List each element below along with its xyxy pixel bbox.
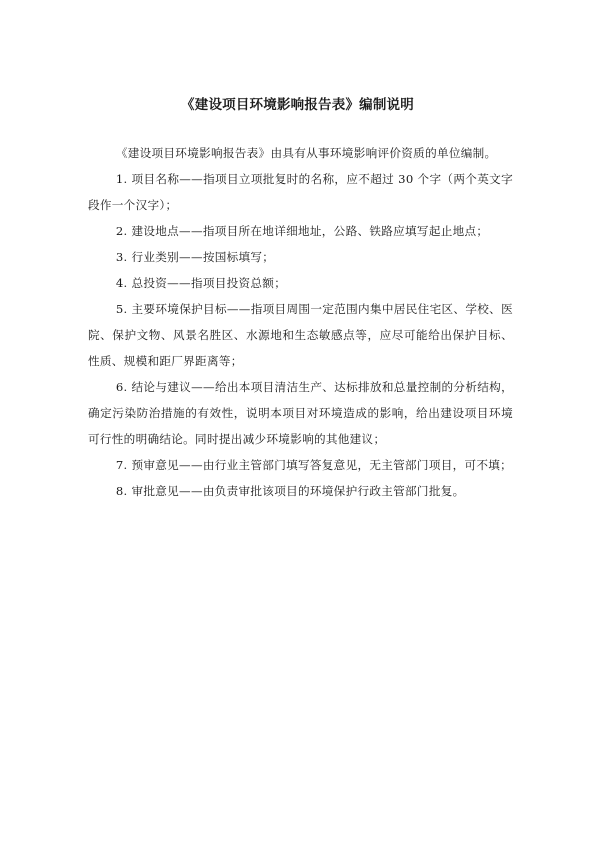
item-4-total-investment: 4. 总投资——指项目投资总额；: [115, 276, 287, 290]
page-title: 《建设项目环境影响报告表》编制说明: [181, 97, 414, 113]
item-6-conclusions: 6. 结论与建议——给出本项目清洁生产、达标排放和总量控制的分析结构，确定污染防治措施的有效性，说明本项目对环境造成的影响，给出建设项目环境可行性的明确结论。同时提出减少环境影响的其他建议；: [88, 380, 513, 446]
intro-paragraph: 《建设项目环境影响报告表》由具有从事环境影响评价资质的单位编制。: [115, 146, 497, 160]
document-body: [88, 140, 513, 504]
item-3-industry-category: 3. 行业类别——按国标填写；: [115, 250, 275, 264]
item-8-approval: 8. 审批意见——由负责审批该项目的环境保护行政主管部门批复。: [115, 484, 465, 498]
item-5-protection-targets: 5. 主要环境保护目标——指项目周围一定范围内集中居民住宅区、学校、医院、保护文物、风景名胜区、水源地和生态敏感点等，应尽可能给出保护目标、性质、规模和距厂界距离等；: [88, 302, 513, 368]
item-2-location: 2. 建设地点——指项目所在地详细地址，公路、铁路应填写起止地点；: [115, 224, 489, 238]
item-7-pre-review: 7. 预审意见——由行业主管部门填写答复意见，无主管部门项目，可不填；: [115, 458, 513, 472]
item-1-project-name: 1. 项目名称——指项目立项批复时的名称，应不超过 30 个字（两个英文字段作一个汉字）；: [88, 172, 513, 212]
